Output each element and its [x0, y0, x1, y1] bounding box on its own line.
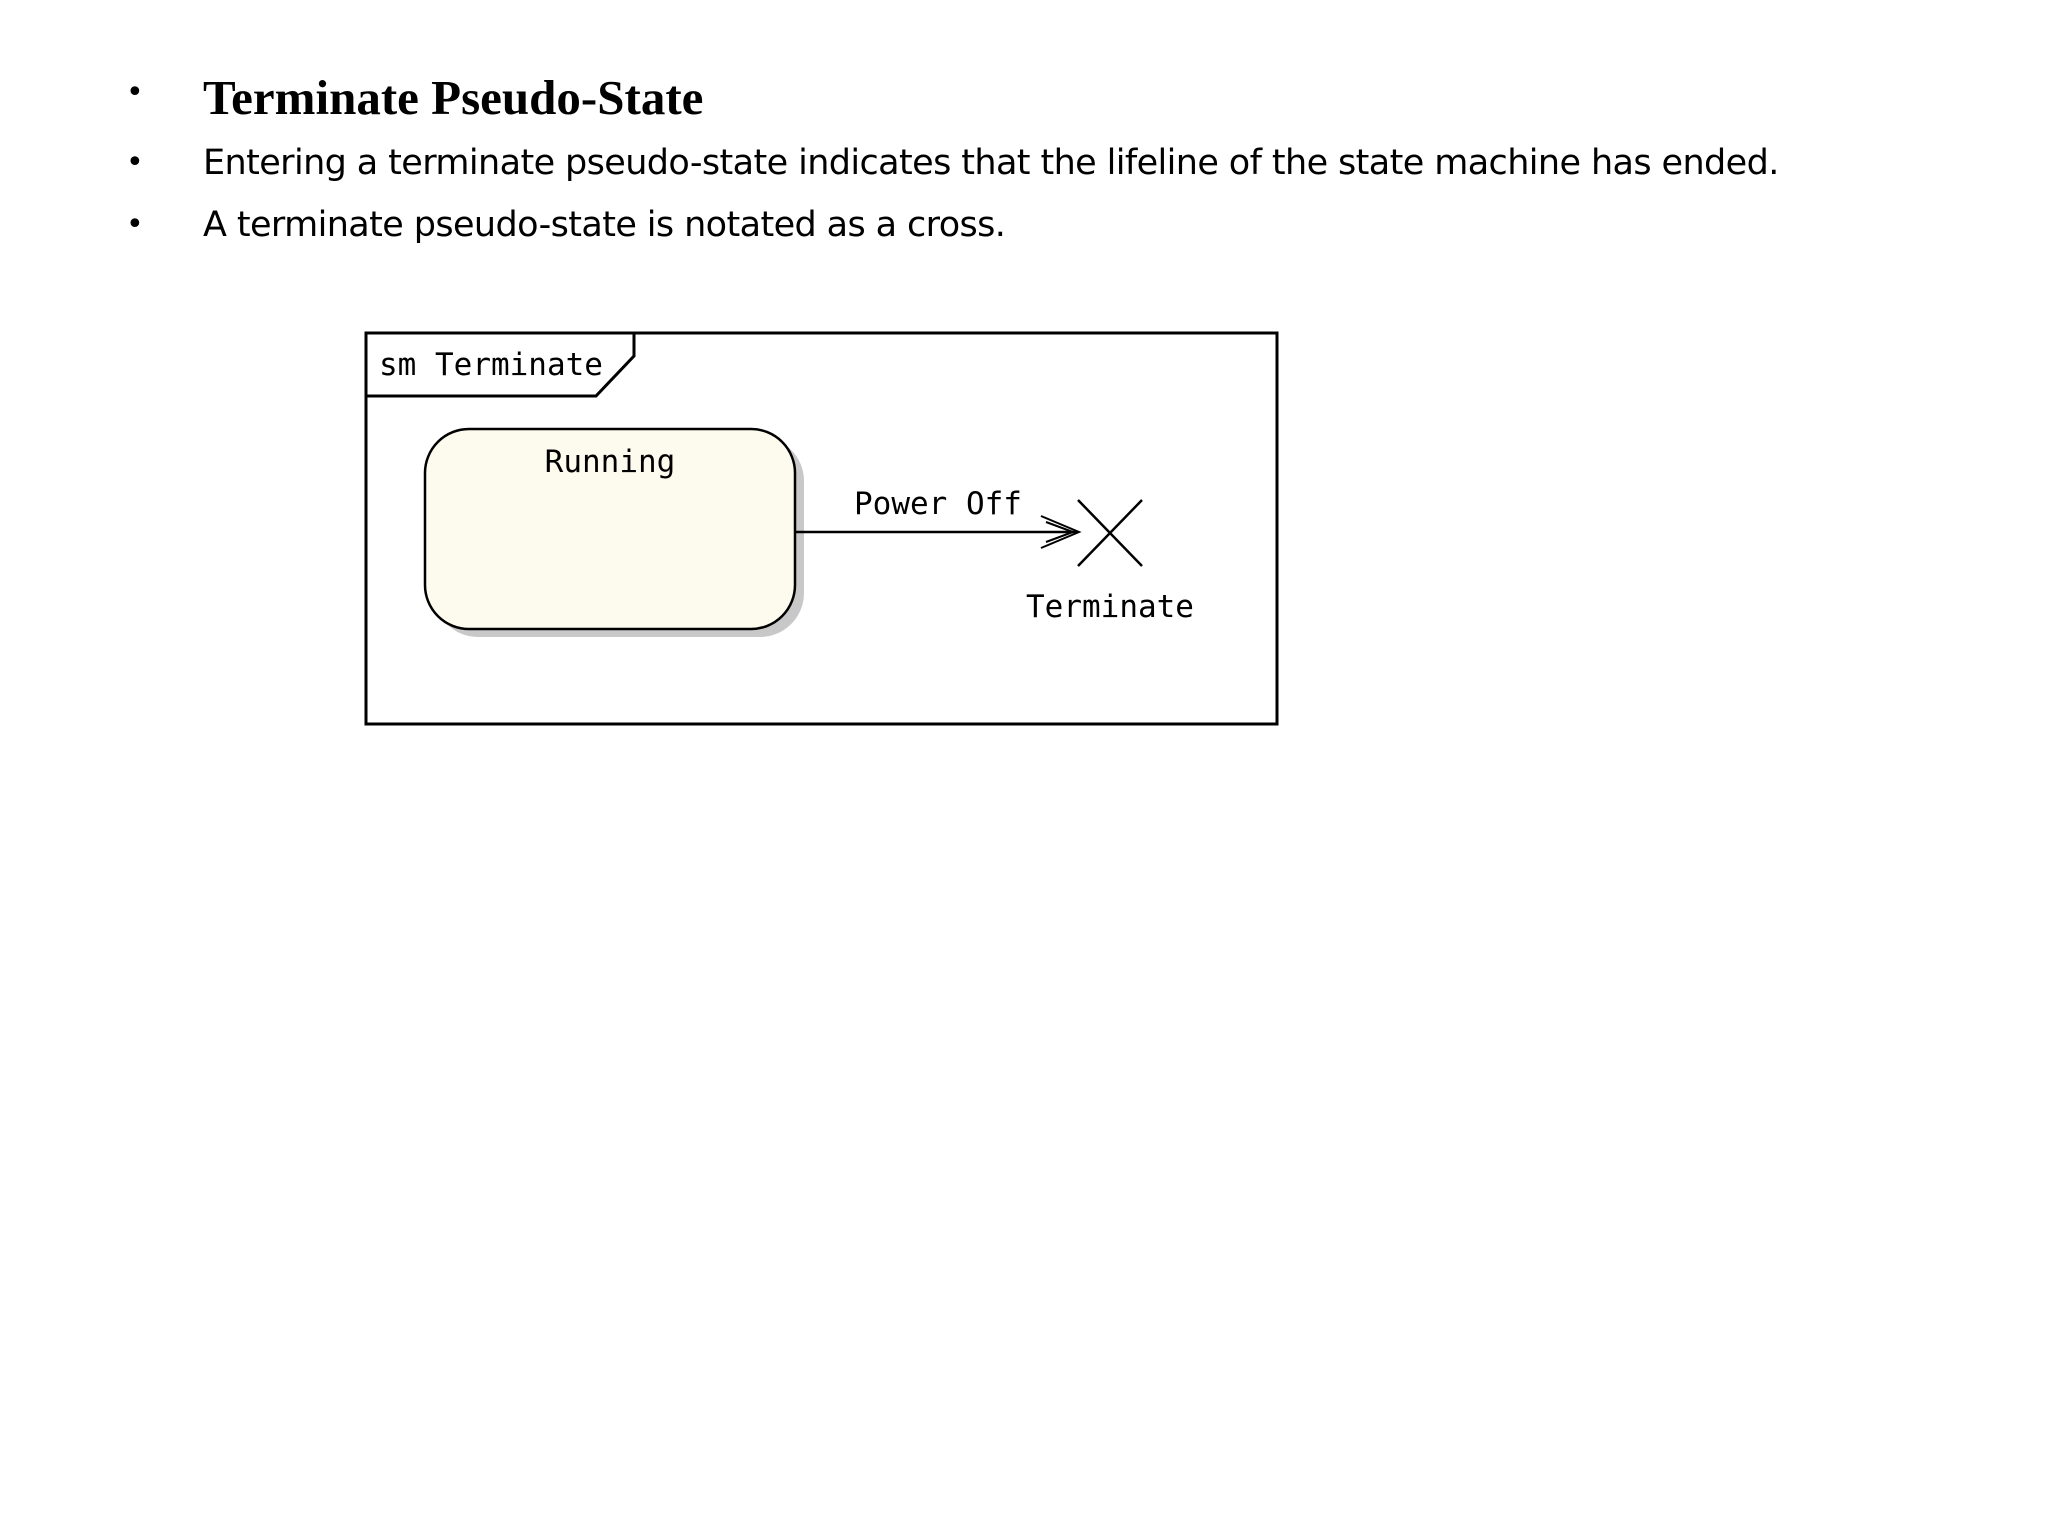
bullet-text: Entering a terminate pseudo-state indicates that the lifeline of the state machine has ended.: [203, 143, 1779, 183]
state-name: Running: [544, 444, 676, 480]
slide-heading: Terminate Pseudo-State: [203, 70, 704, 125]
transition-label: Power Off: [854, 486, 1022, 522]
bullet-glyph: •: [126, 145, 144, 180]
bullet-text: A terminate pseudo-state is notated as a cross.: [203, 205, 1006, 245]
bullet-glyph: •: [126, 75, 144, 110]
frame-label: sm Terminate: [379, 347, 603, 383]
terminate-label: Terminate: [1026, 589, 1194, 625]
bullet-glyph: •: [126, 207, 144, 242]
